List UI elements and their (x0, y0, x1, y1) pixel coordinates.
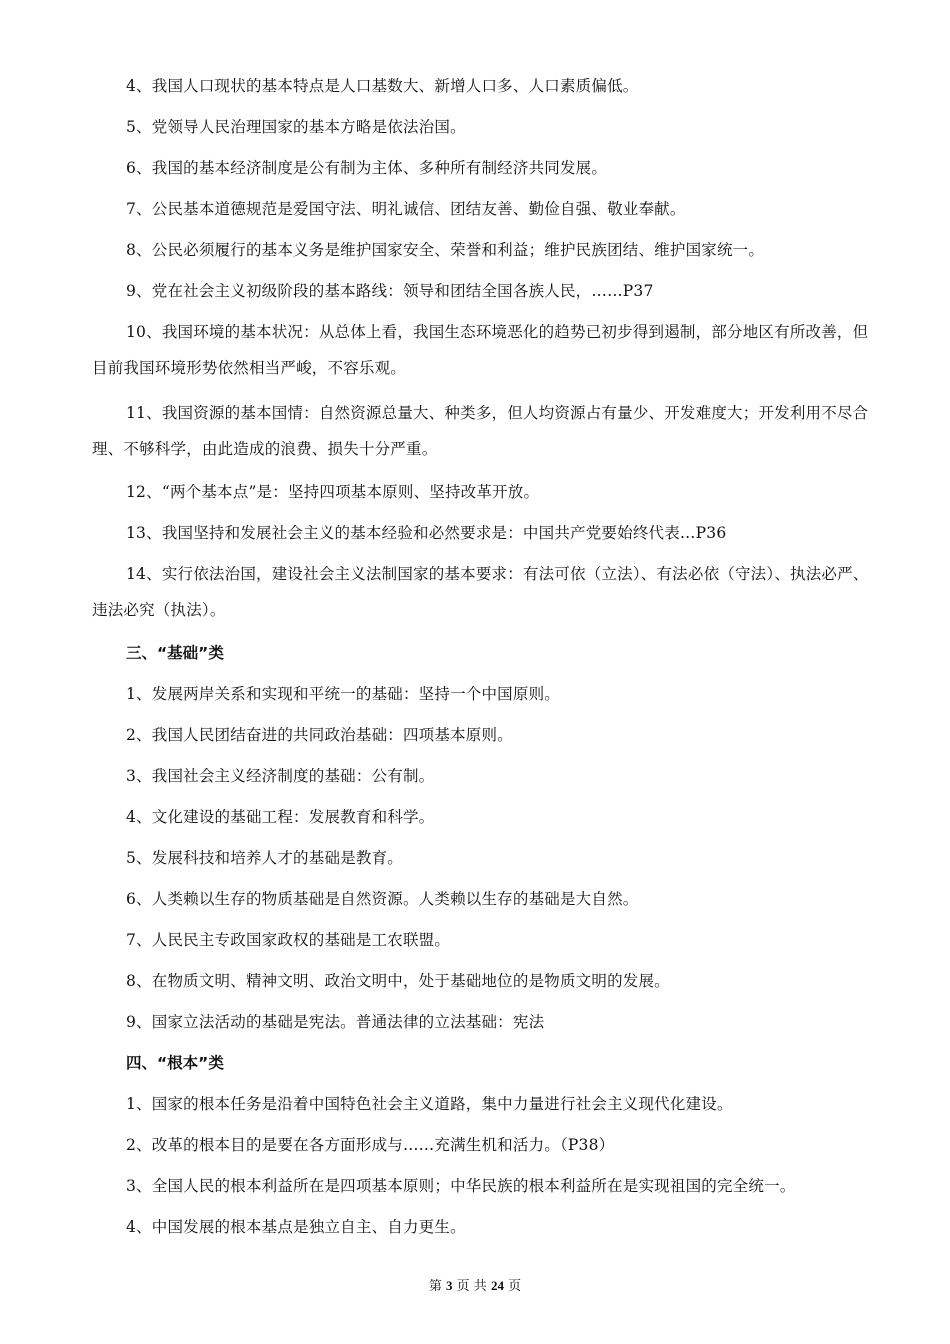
list-item: 7、公民基本道德规范是爱国守法、明礼诚信、团结友善、勤俭自强、敬业奉献。 (126, 200, 686, 218)
list-item: 11、我国资源的基本国情：自然资源总量大、种类多，但人均资源占有量少、开发难度大；开发利用不尽合理、不够科学，由此造成的浪费、损失十分严重。 (92, 404, 869, 458)
list-item: 3、我国社会主义经济制度的基础：公有制。 (126, 767, 435, 785)
list-item: 6、我国的基本经济制度是公有制为主体、多种所有制经济共同发展。 (126, 159, 608, 177)
list-item: 8、在物质文明、精神文明、政治文明中，处于基础地位的是物质文明的发展。 (126, 972, 670, 990)
section-heading-fundamental: 四、“根本”类 (126, 1054, 224, 1072)
list-item: 9、党在社会主义初级阶段的基本路线：领导和团结全国各族人民，……P37 (126, 282, 654, 300)
list-item: 2、改革的根本目的是要在各方面形成与……充满生机和活力。（P38） (126, 1136, 615, 1154)
list-item: 9、国家立法活动的基础是宪法。普通法律的立法基础：宪法 (126, 1013, 545, 1031)
list-item: 4、中国发展的根本基点是独立自主、自力更生。 (126, 1218, 466, 1236)
list-item: 4、我国人口现状的基本特点是人口基数大、新增人口多、人口素质偏低。 (126, 77, 639, 95)
list-item: 10、我国环境的基本状况：从总体上看，我国生态环境恶化的趋势已初步得到遏制，部分地区有所改善，但目前我国环境形势依然相当严峻，不容乐观。 (92, 323, 869, 377)
list-item: 8、公民必须履行的基本义务是维护国家安全、荣誉和利益；维护民族团结、维护国家统一。 (126, 241, 765, 259)
list-item: 6、人类赖以生存的物质基础是自然资源。人类赖以生存的基础是大自然。 (126, 890, 639, 908)
section-heading-foundation: 三、“基础”类 (126, 644, 224, 662)
list-item: 1、发展两岸关系和实现和平统一的基础：坚持一个中国原则。 (126, 685, 560, 703)
list-item: 4、文化建设的基础工程：发展教育和科学。 (126, 808, 435, 826)
footer-middle: 页 共 (456, 1279, 487, 1294)
footer-prefix: 第 (428, 1279, 442, 1294)
footer-suffix: 页 (508, 1279, 522, 1294)
list-item: 14、实行依法治国，建设社会主义法制国家的基本要求：有法可依（立法）、有法必依（守法）、执法必严、违法必究（执法）。 (92, 565, 869, 619)
page-footer (0, 1277, 950, 1296)
total-pages: 24 (490, 1278, 504, 1293)
list-item: 3、全国人民的根本利益所在是四项基本原则；中华民族的根本利益所在是实现祖国的完全统一。 (126, 1177, 796, 1195)
list-item: 5、发展科技和培养人才的基础是教育。 (126, 849, 403, 867)
list-item: 2、我国人民团结奋进的共同政治基础：四项基本原则。 (126, 726, 513, 744)
list-item: 5、党领导人民治理国家的基本方略是依法治国。 (126, 118, 466, 136)
list-item: 13、我国坚持和发展社会主义的基本经验和必然要求是：中国共产党要始终代表…P36 (126, 524, 727, 542)
list-item: 7、人民民主专政国家政权的基础是工农联盟。 (126, 931, 451, 949)
list-item: 12、“两个基本点”是：坚持四项基本原则、坚持改革开放。 (126, 483, 540, 501)
list-item: 1、国家的根本任务是沿着中国特色社会主义道路，集中力量进行社会主义现代化建设。 (126, 1095, 733, 1113)
page-number: 3 (446, 1278, 453, 1293)
